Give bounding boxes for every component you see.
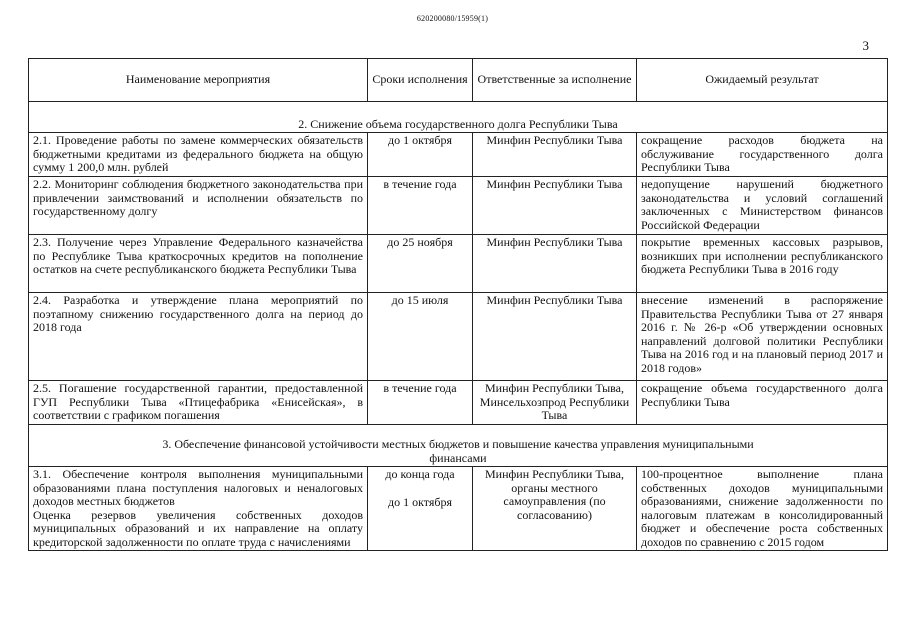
result-cell: покрытие временных кассовых разрывов, возникших при исполнении республиканского бюджета Республики Тыва в 2016 году [637,235,888,293]
activity-text: Оценка резервов увеличения собственных доходов муниципальных образований и их направление на оплату кредиторской задолженности по оплате труда с начислениями [33,507,363,549]
term-cell: до 15 июля [368,293,473,381]
activity-cell: 2.2. Мониторинг соблюдения бюджетного законодательства при привлечении заимствований и исполнении обязательств по государственному долгу [29,177,368,235]
activity-cell: 2.4. Разработка и утверждение плана мероприятий по поэтапному снижению государственного долга на период до 2018 года [29,293,368,381]
result-cell: 100-процентное выполнение плана собственных доходов муниципальными образованиями, снижение задолженности по налоговым платежам в консолидированный бюджет и обеспечение роста собственных доходов по сравнению с 2015 годом [637,467,888,551]
term-cell: в течение года [368,177,473,235]
responsible-cell: Минфин Республики Тыва [473,235,637,293]
activity-cell: 2.5. Погашение государственной гарантии, предоставленной ГУП Республики Тыва «Птицефабрика «Енисейская», в соответствии с графиком погашения [29,381,368,425]
document-number: 620200080/15959(1) [416,14,489,23]
header-term: Сроки исполнения [368,59,473,102]
section-row [29,102,888,133]
section-title: 3. Обеспечение финансовой устойчивости местных бюджетов и повышение качества управления муниципальными финансами [29,425,888,467]
activity-cell: 2.1. Проведение работы по замене коммерческих обязательств бюджетными кредитами из федерального бюджета на общую сумму 1 200,0 млн. рублей [29,133,368,177]
table-row [29,133,888,177]
responsible-cell: Минфин Республики Тыва [473,293,637,381]
term-cell: до 1 октября [368,133,473,177]
responsible-cell: Минфин Республики Тыва, Минсельхозпрод Республики Тыва [473,381,637,425]
activity-cell [29,467,368,551]
header-activity: Наименование мероприятия [29,59,368,102]
term-cell: в течение года [368,381,473,425]
activity-text: 3.1. Обеспечение контроля выполнения муниципальными образованиями плана поступления налоговых и неналоговых доходов местных бюджетов [33,467,363,508]
responsible-cell: Минфин Республики Тыва, органы местного самоуправления (по согласованию) [473,467,637,551]
term-text: до 1 октября [387,494,452,509]
spacer [372,482,468,489]
header-responsible: Ответственные за исполнение [473,59,637,102]
term-cell: до 25 ноября [368,235,473,293]
term-cell [368,467,473,551]
section-title: 2. Снижение объема государственного долга Республики Тыва [29,102,888,133]
result-cell: внесение изменений в распоряжение Правительства Республики Тыва от 27 января 2016 г. № 26-р «Об утверждении основных направлений долговой политики Республики Тыва на 2016 год и на плановый период 2017 и 2018 годов» [637,293,888,381]
result-cell: недопущение нарушений бюджетного законодательства и условий соглашений заключенных с Министерством финансов Российской Федерации [637,177,888,235]
section-row [29,425,888,467]
action-plan-table [28,58,888,551]
table-row [29,235,888,293]
activity-cell: 2.3. Получение через Управление Федерального казначейства по Республике Тыва краткосрочных кредитов на пополнение остатков на счете республиканского бюджета Республики Тыва [29,235,368,293]
table-row [29,293,888,381]
page-number: 3 [862,38,869,53]
table-header-row [29,59,888,102]
header-result: Ожидаемый результат [637,59,888,102]
result-cell: сокращение объема государственного долга Республики Тыва [637,381,888,425]
responsible-cell: Минфин Республики Тыва [473,177,637,235]
table-row [29,381,888,425]
result-cell: сокращение расходов бюджета на обслуживание государственного долга Республики Тыва [637,133,888,177]
table-row [29,467,888,551]
table-row [29,177,888,235]
term-text: до конца года [385,467,455,481]
responsible-cell: Минфин Республики Тыва [473,133,637,177]
